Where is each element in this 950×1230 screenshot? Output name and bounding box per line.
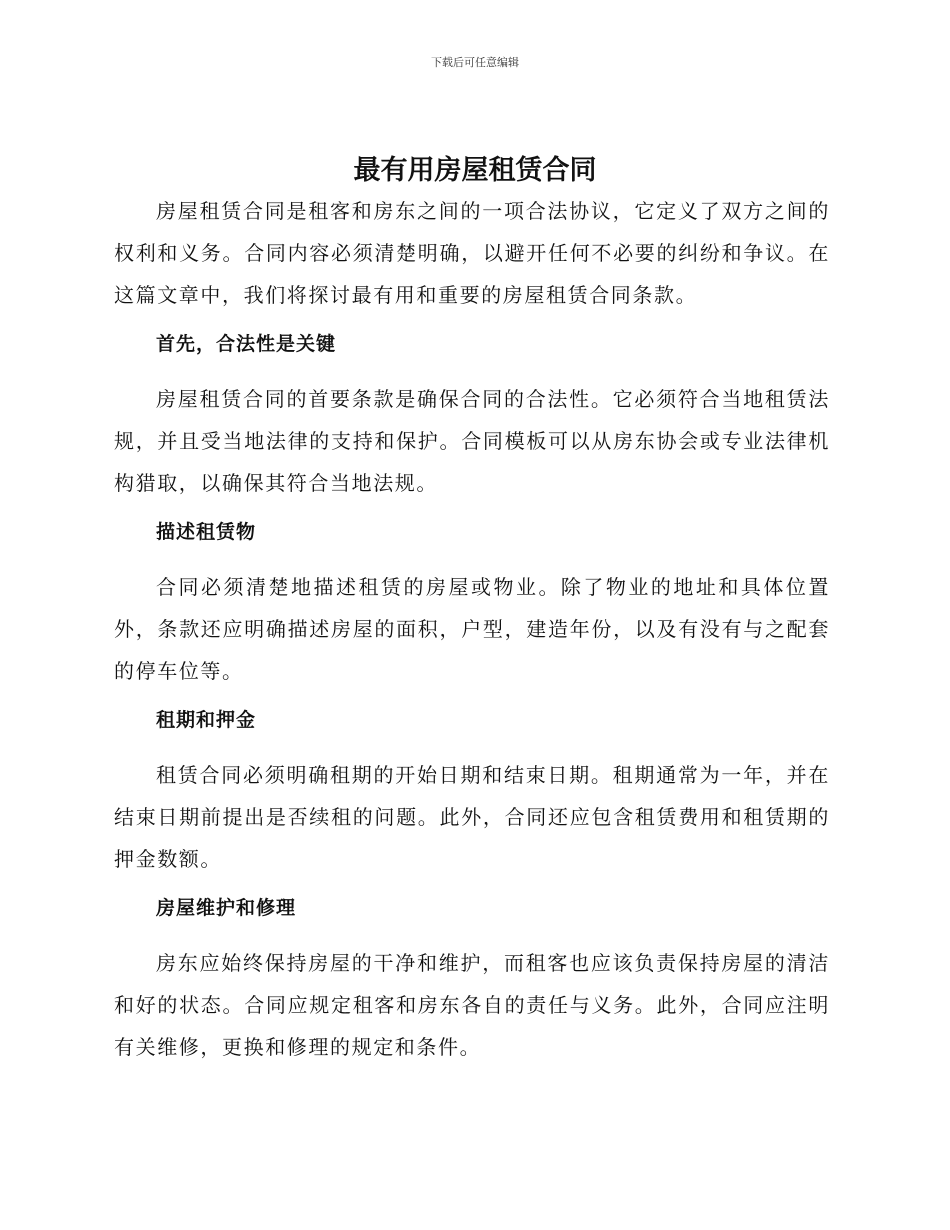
document-body <box>114 190 830 1068</box>
section-heading-maintenance: 房屋维护和修理 <box>156 897 297 919</box>
section-body-maintenance: 房东应始终保持房屋的干净和维护，而租客也应该负责保持房屋的清洁和好的状态。合同应规定租客和房东各自的责任与义务。此外，合同应注明有关维修，更换和修理的规定和条件。 <box>114 951 830 1059</box>
intro-paragraph: 房屋租赁合同是租客和房东之间的一项合法协议，它定义了双方之间的权利和义务。合同内容必须清楚明确，以避开任何不必要的纠纷和争议。在这篇文章中，我们将探讨最有用和重要的房屋租赁合同条款。 <box>114 199 830 307</box>
header-note: 下载后可任意编辑 <box>431 56 519 69</box>
section-heading-term-deposit: 租期和押金 <box>156 709 257 731</box>
document-title: 最有用房屋租赁合同 <box>353 155 597 186</box>
section-body-legality: 房屋租赁合同的首要条款是确保合同的合法性。它必须符合当地租赁法规，并且受当地法律的支持和保护。合同模板可以从房东协会或专业法律机构猎取，以确保其符合当地法规。 <box>114 387 830 495</box>
section-heading-legality: 首先，合法性是关键 <box>156 333 337 355</box>
section-body-term-deposit: 租赁合同必须明确租期的开始日期和结束日期。租期通常为一年，并在结束日期前提出是否续租的问题。此外，合同还应包含租赁费用和租赁期的押金数额。 <box>114 763 830 871</box>
section-body-property-description: 合同必须清楚地描述租赁的房屋或物业。除了物业的地址和具体位置外，条款还应明确描述房屋的面积，户型，建造年份，以及有没有与之配套的停车位等。 <box>114 575 830 683</box>
section-heading-property-description: 描述租赁物 <box>156 521 257 543</box>
